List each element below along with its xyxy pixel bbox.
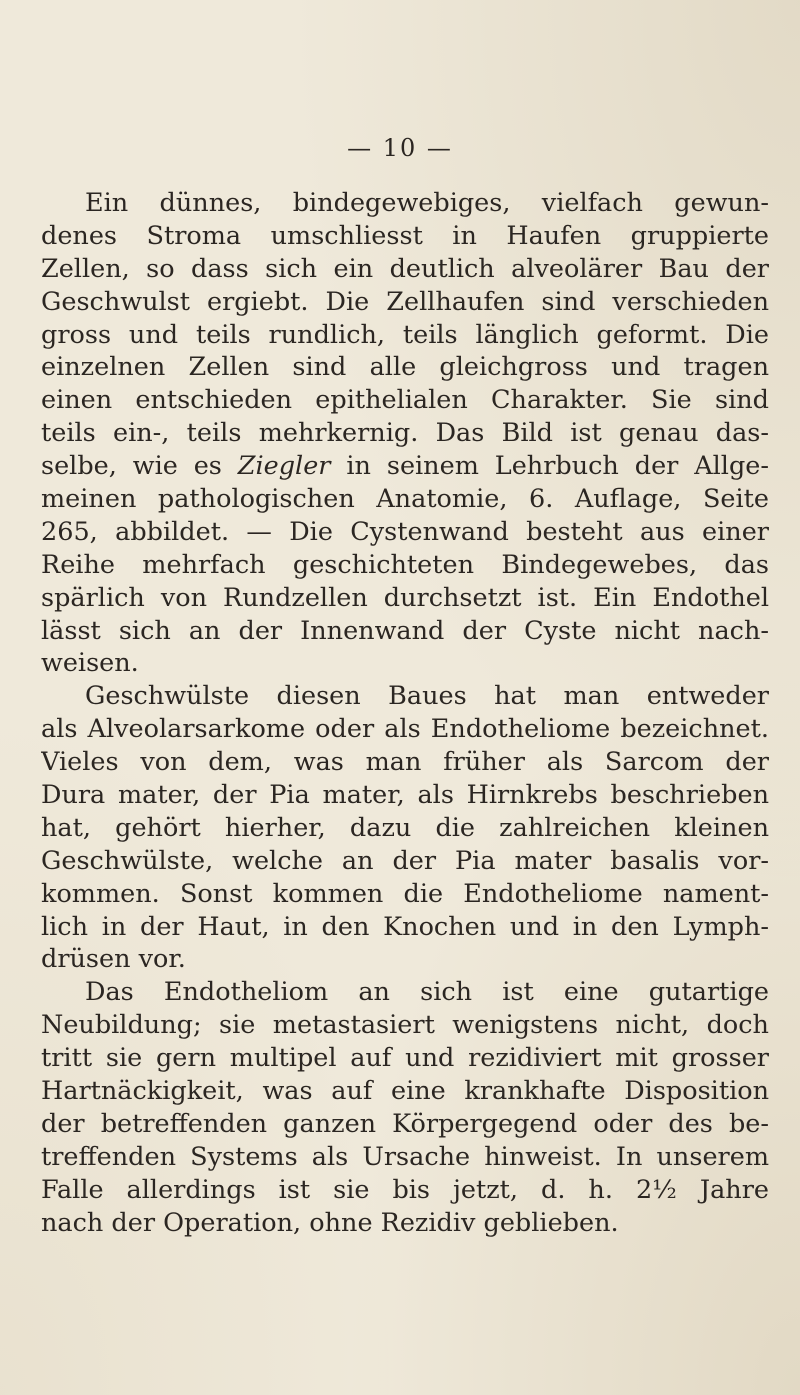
text-line: Geschwülste, welche an der Pia mater basalis vor-	[41, 845, 769, 876]
text-line: hat, gehört hierher, dazu die zahlreichen kleinen	[41, 812, 769, 843]
text-line: Zellen, so dass sich ein deutlich alveolärer Bau der	[41, 253, 769, 284]
text-line: spärlich von Rundzellen durchsetzt ist. Ein Endothel	[41, 582, 769, 613]
text-line: Neubildung; sie metastasiert wenigstens nicht, doch	[41, 1010, 769, 1041]
text-line: Ein dünnes, bindegewebiges, vielfach gewun-	[85, 188, 769, 218]
text-line: drüsen vor.	[41, 944, 186, 975]
paragraph	[41, 680, 769, 976]
text-line: tritt sie gern multipel auf und rezidiviert mit grosser	[41, 1043, 769, 1074]
text-line	[41, 450, 769, 483]
text-line: Geschwülste diesen Baues hat man entweder	[85, 681, 769, 712]
text-line: Geschwulst ergiebt. Die Zellhaufen sind verschieden	[41, 286, 769, 317]
text-line: gross und teils rundlich, teils länglich geformt. Die	[41, 319, 769, 350]
text-line: meinen pathologischen Anatomie, 6. Auflage, Seite	[41, 484, 769, 515]
text-line: einen entschieden epithelialen Charakter. Sie sind	[41, 385, 769, 416]
text-line: 265, abbildet. — Die Cystenwand besteht aus einer	[41, 516, 769, 547]
text-line: Dura mater, der Pia mater, als Hirnkrebs beschrieben	[41, 780, 769, 811]
text-line: lässt sich an der Innenwand der Cyste nicht nach-	[41, 615, 769, 646]
text-line: nach der Operation, ohne Rezidiv geblieben.	[41, 1207, 619, 1238]
paragraph	[41, 976, 769, 1239]
text-line: einzelnen Zellen sind alle gleichgross und tragen	[41, 352, 769, 383]
text-line: weisen.	[41, 648, 139, 679]
text-line: als Alveolarsarkome oder als Endotheliome bezeichnet.	[41, 714, 769, 745]
text-line: lich in der Haut, in den Knochen und in den Lymph-	[41, 911, 769, 942]
text-line: Vieles von dem, was man früher als Sarcom der	[41, 747, 769, 778]
text-line: Hartnäckigkeit, was auf eine krankhafte Disposition	[41, 1076, 769, 1107]
page-number: — 10 —	[347, 134, 453, 162]
body-text	[41, 187, 769, 1240]
text-line: teils ein-, teils mehrkernig. Das Bild ist genau das-	[41, 418, 769, 449]
paragraph	[41, 187, 769, 680]
text-line: Falle allerdings ist sie bis jetzt, d. h. 2½ Jahre	[41, 1174, 769, 1205]
text-segment: in seinem Lehrbuch der Allge-	[330, 451, 769, 482]
author-name: Ziegler	[237, 451, 331, 482]
text-line: Reihe mehrfach geschichteten Bindegewebes, das	[41, 549, 769, 580]
text-line: Das Endotheliom an sich ist eine gutartige	[85, 977, 769, 1008]
text-segment: selbe, wie es	[41, 451, 238, 482]
text-line: denes Stroma umschliesst in Haufen gruppierte	[41, 220, 769, 251]
text-line: der betreffenden ganzen Körpergegend oder des be-	[41, 1108, 769, 1139]
text-line: treffenden Systems als Ursache hinweist. In unserem	[41, 1141, 769, 1172]
text-line: kommen. Sonst kommen die Endotheliome nament-	[41, 878, 769, 909]
